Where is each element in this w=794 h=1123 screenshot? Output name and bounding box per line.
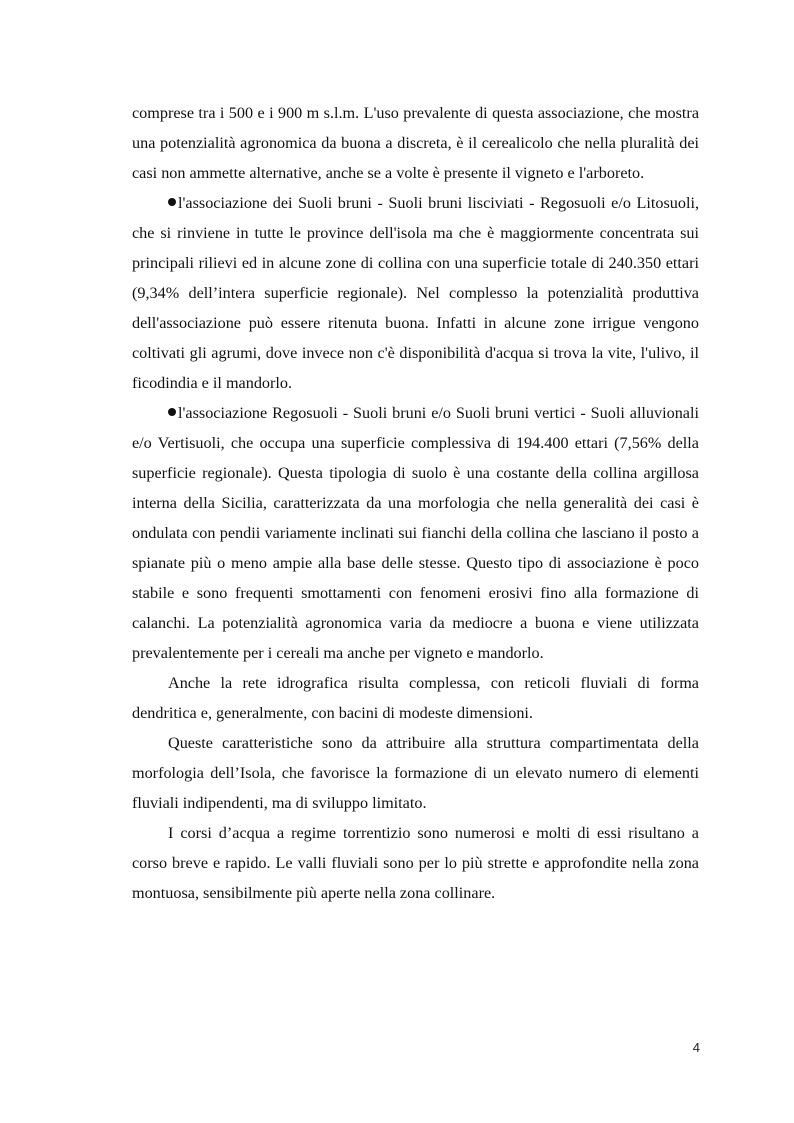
paragraph-caratteristiche: Queste caratteristiche sono da attribuire alla struttura compartimentata della morfologia dell’Isola, che favorisce la formazione di un elevato numero di elementi fluviali indipendenti, ma di sviluppo limitato. — [132, 734, 699, 812]
paragraph-continuation: comprese tra i 500 e i 900 m s.l.m. L'uso prevalente di questa associazione, che mostra una potenzialità agronomica da buona a discreta, è il cerealicolo che nella pluralità dei casi non ammette alternative, anche se a volte è presente il vigneto e l'arboreto. — [132, 104, 699, 182]
bullet-item-regosuoli — [132, 398, 699, 668]
bullet-item-suoli-bruni — [132, 188, 699, 398]
page-number: 4 — [692, 1040, 700, 1055]
bullet-item-text: l'associazione Regosuoli - Suoli bruni e/o Suoli bruni vertici - Suoli alluvionali e/o Vertisuoli, che occupa una superficie complessiva di 194.400 ettari (7,56% della superficie regionale). Questa tipologia di suolo è una costante della collina argillosa interna della Sicilia, caratterizzata da una morfologia che nella generalità dei casi è ondulata con pendii variamente inclinati sui fianchi della collina che lasciano il posto a spianate più o meno ampie alla base delle stesse. Questo tipo di associazione è poco stabile e sono frequenti smottamenti con fenomeni erosivi fino alla formazione di calanchi. La potenzialità agronomica varia da mediocre a buona e viene utilizzata prevalentemente per i cereali ma anche per vigneto e mandorlo. — [132, 404, 699, 662]
bullet-dot-icon — [168, 408, 176, 416]
bullet-item-text: l'associazione dei Suoli bruni - Suoli bruni lisciviati - Regosuoli e/o Litosuoli, che si rinviene in tutte le province dell'isola ma che è maggiormente concentrata sui principali rilievi ed in alcune zone di collina con una superficie totale di 240.350 ettari (9,34% dell’intera superficie regionale). Nel complesso la potenzialità produttiva dell'associazione può essere ritenuta buona. Infatti in alcune zone irrigue vengono coltivati gli agrumi, dove invece non c'è disponibilità d'acqua si trova la vite, l'ulivo, il ficodindia e il mandorlo. — [132, 194, 699, 392]
paragraph-corsi-acqua: I corsi d’acqua a regime torrentizio sono numerosi e molti di essi risultano a corso breve e rapido. Le valli fluviali sono per lo più strette e approfondite nella zona montuosa, sensibilmente più aperte nella zona collinare. — [132, 824, 699, 902]
paragraph-rete-idrografica: Anche la rete idrografica risulta complessa, con reticoli fluviali di forma dendritica e, generalmente, con bacini di modeste dimensioni. — [132, 674, 699, 722]
bullet-dot-icon — [168, 198, 176, 206]
document-body — [132, 98, 699, 908]
